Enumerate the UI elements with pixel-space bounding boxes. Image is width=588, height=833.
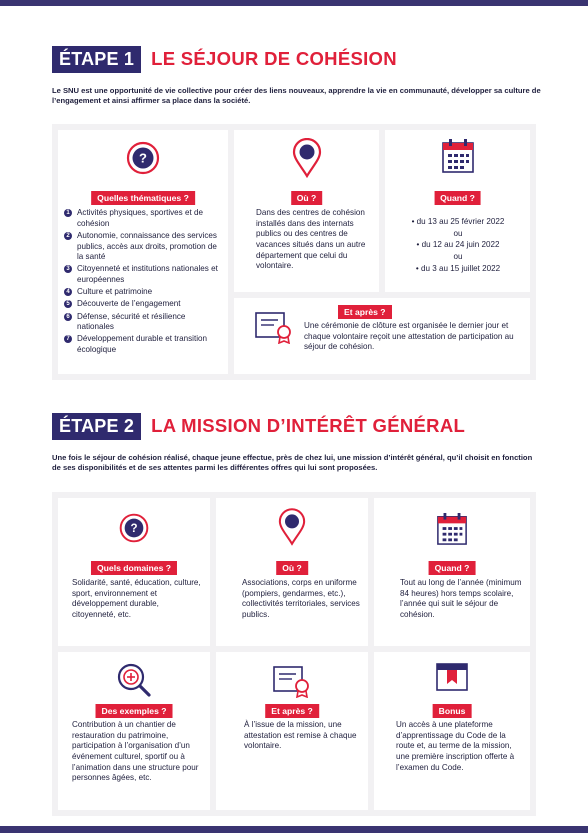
step2-quand-label: Quand ? <box>429 561 476 575</box>
step2-ou-text: Associations, corps en uniforme (pompiers, gendarmes, etc.), collectivités territoriales, services publics. <box>242 578 360 620</box>
location-pin-icon <box>278 508 306 546</box>
step1-tag: ÉTAPE 1 <box>52 46 141 73</box>
step2-exemples-label: Des exemples ? <box>96 704 173 718</box>
step2-quand-card <box>374 498 530 646</box>
theme-item: 5 Découverte de l’engagement <box>64 299 219 310</box>
step1-quand-card <box>385 130 530 292</box>
question-icon <box>125 140 161 176</box>
step2-domaines-card <box>58 498 210 646</box>
location-pin-icon <box>292 138 322 178</box>
step1-apres-label: Et après ? <box>338 305 392 319</box>
step2-panel <box>52 492 536 816</box>
date-separator: ou <box>453 252 463 262</box>
step1-ou-card <box>234 130 379 292</box>
date-item: • du 12 au 24 juin 2022 <box>416 240 500 250</box>
calendar-icon <box>436 512 468 546</box>
step1-themes-card <box>58 130 228 374</box>
step2-exemples-card <box>58 652 210 810</box>
step1-apres-text: Une cérémonie de clôture est organisée le dernier jour et chaque volontaire reçoit une attestation de participation au séjour de cohésion. <box>304 321 514 352</box>
step2-apres-text: À l’issue de la mission, une attestation est remise à chaque volontaire. <box>244 720 357 751</box>
step1-dates <box>393 216 523 275</box>
step2-intro: Une fois le séjour de cohésion réalisé, chaque jeune effectue, près de chez lui, une mission d’intérêt général, qu’il choisit en fonction de ses disponibilités et de ses attentes parmi les différentes offres qui lui sont proposées. <box>52 453 533 473</box>
date-item: • du 13 au 25 février 2022 <box>411 217 505 226</box>
step1-quand-label: Quand ? <box>434 191 481 205</box>
top-band <box>0 0 588 6</box>
step2-ou-label: Où ? <box>276 561 308 575</box>
calendar-icon <box>441 138 475 174</box>
step2-bonus-card <box>374 652 530 810</box>
step2-domaines-label: Quels domaines ? <box>91 561 177 575</box>
date-item: • du 3 au 15 juillet 2022 <box>415 263 501 273</box>
step2-header <box>52 412 465 440</box>
step2-title: LA MISSION D’INTÉRÊT GÉNÉRAL <box>151 415 466 436</box>
step1-apres-card <box>234 298 530 374</box>
svg-text:?: ? <box>139 150 147 166</box>
step2-apres-label: Et après ? <box>265 704 319 718</box>
step2-quand-text: Tout au long de l’année (minimum 84 heures) hors temps scolaire, l’année qui suit le séjour de cohésion. <box>400 578 522 620</box>
step1-header <box>52 45 397 73</box>
step1-title: LE SÉJOUR DE COHÉSION <box>151 48 397 69</box>
theme-item: 6 Défense, sécurité et résilience nationales <box>64 312 219 333</box>
step1-ou-label: Où ? <box>291 191 323 205</box>
step2-bonus-text: Un accès à une plateforme d’apprentissage du Code de la route et, au terme de la mission, une première inscription offerte à l’examen du Code. <box>396 720 515 772</box>
step2-ou-card <box>216 498 368 646</box>
theme-item: 4 Culture et patrimoine <box>64 287 219 298</box>
themes-label: Quelles thématiques ? <box>91 191 195 205</box>
step2-exemples-text: Contribution à un chantier de restauration du patrimoine, participation à l’organisation d’un événement culturel, sportif ou à l’animation dans une structure pour personnes âgées, etc. <box>72 720 199 783</box>
bookmark-icon <box>434 662 470 694</box>
themes-list <box>64 208 219 357</box>
step2-domaines-text: Solidarité, santé, éducation, culture, sport, environnement et développement durable, citoyenneté, etc. <box>72 578 201 620</box>
svg-text:?: ? <box>130 523 138 535</box>
step1-intro: Le SNU est une opportunité de vie collective pour créer des liens nouveaux, apprendre la vie en communauté, développer sa culture de l’engagement et ainsi affirmer sa place dans la société. <box>52 86 541 106</box>
theme-item: 7 Développement durable et transition écologique <box>64 334 219 355</box>
step2-apres-card <box>216 652 368 810</box>
step2-tag: ÉTAPE 2 <box>52 413 141 440</box>
theme-item: 2 Autonomie, connaissance des services publics, accès aux droits, promotion de la santé <box>64 231 219 263</box>
certificate-icon <box>272 664 312 698</box>
step1-panel <box>52 124 536 380</box>
step2-bonus-label: Bonus <box>433 704 472 718</box>
step1-ou-text: Dans des centres de cohésion installés dans des internats publics ou des centres de vacances situés dans un autre département que celui du volontaire. <box>256 208 366 271</box>
magnifier-plus-icon <box>116 662 152 698</box>
theme-item: 3 Citoyenneté et institutions nationales et européennes <box>64 264 219 285</box>
question-icon <box>118 512 150 544</box>
date-separator: ou <box>453 228 463 238</box>
bottom-band <box>0 826 588 833</box>
theme-item: 1 Activités physiques, sportives et de cohésion <box>64 208 219 229</box>
certificate-icon <box>254 310 294 344</box>
